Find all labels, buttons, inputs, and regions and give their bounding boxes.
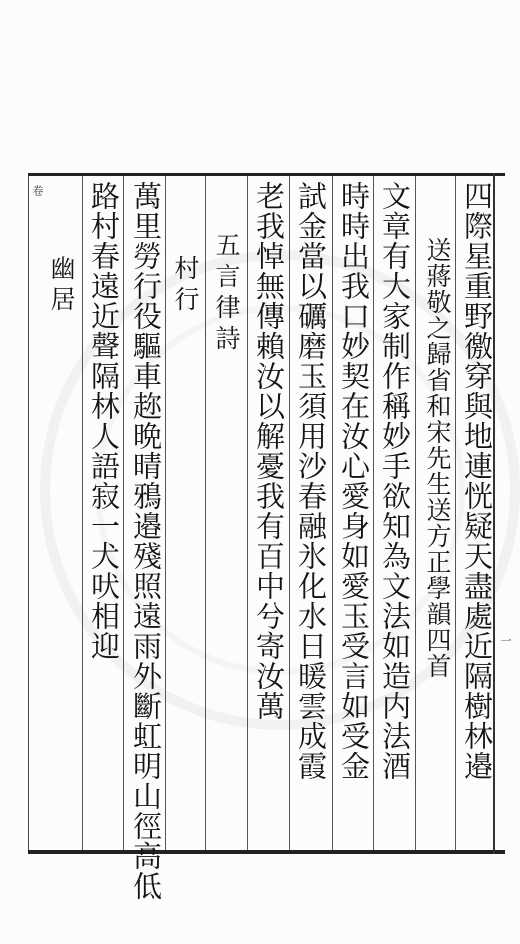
text-column-9: 萬里勞行役驅車趂晩晴鴉邉殘照遠雨外斷虹明山徑高低 bbox=[129, 181, 163, 901]
column-rule bbox=[415, 176, 416, 850]
column-rule bbox=[289, 176, 290, 850]
column-rule bbox=[165, 176, 166, 850]
section-heading-five-character-regulated-verse: 五言律詩 bbox=[212, 232, 241, 356]
text-column-6: 老我悼無傳賴汝以解憂我有百中兮寄汝萬 bbox=[252, 181, 286, 721]
text-column-4: 時時出我口妙契在汝心愛身如愛玉受言如受金 bbox=[337, 181, 371, 781]
column-rule bbox=[247, 176, 248, 850]
column-rule bbox=[332, 176, 333, 850]
spine-margin-column bbox=[28, 176, 43, 850]
column-rule bbox=[373, 176, 374, 850]
text-column-2-poem-title: 送蔣敬之歸省和宋先生送方正學韻四首 bbox=[423, 237, 452, 679]
page-frame-bottom-border bbox=[28, 850, 505, 854]
spine-volume-mark: 卷 bbox=[31, 185, 44, 196]
poem-title-village-walk: 村行 bbox=[171, 255, 200, 317]
text-column-1: 四際星重野徼穿與地連恍疑天盡處近隔樹林邉 bbox=[460, 181, 494, 781]
column-rule bbox=[205, 176, 206, 850]
text-column-10: 路村春遠近聲隔林人語寂一犬吠相迎 bbox=[87, 181, 121, 661]
text-column-5: 試金當以礪磨玉須用沙春融氷化水日暖雲成霞 bbox=[294, 181, 328, 781]
poem-title-secluded-dwelling: 幽居 bbox=[47, 255, 76, 317]
right-edge-mark: 一 bbox=[499, 635, 512, 646]
text-column-3: 文章有大家制作稱妙手欲知為文法如造内法酒 bbox=[378, 181, 412, 781]
column-rule bbox=[123, 176, 124, 850]
column-rule bbox=[82, 176, 83, 850]
column-rule bbox=[455, 176, 456, 850]
page-frame-top-border bbox=[28, 173, 505, 176]
